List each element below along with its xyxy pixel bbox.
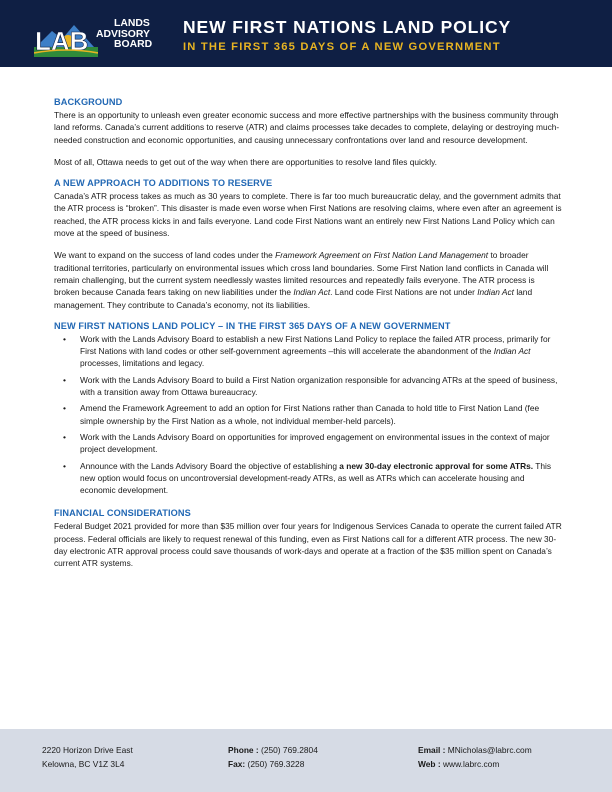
- list-item: • Announce with the Lands Advisory Board the objective of establishing a new 30-day electronic approval for some ATRs. This new option would focus on uncontroversial development-ready ATRs, as well as ATRs which can accelerate housing and economic development.: [63, 460, 552, 496]
- lands-advisory-board-logo: [34, 17, 184, 57]
- approach-paragraph-2: We want to expand on the success of land codes under the Framework Agreement on First Nation Land Management to broader traditional territories, particularly on environmental issues which cross land boundaries. Some First Nation land conflicts in Canada will remain challenging, but the current system needlessly wastes limited resources and repeatedly fails everyone. The ATR process is broken because Canada fears taking on new liabilities under the Indian Act. Land code First Nations are not under Indian Act land management. They contribute to Canada’s economy, not its liabilities.: [54, 250, 549, 310]
- policy-heading: NEW FIRST NATIONS LAND POLICY – IN THE FIRST 365 DAYS OF A NEW GOVERNMENT: [54, 320, 451, 331]
- bullet-icon: •: [63, 431, 66, 442]
- fax-label: Fax:: [228, 759, 246, 769]
- logo-line-3: BOARD: [114, 39, 153, 51]
- background-paragraph-2: Most of all, Ottawa needs to get out of the way when there are opportunities to resolve land files quickly.: [54, 156, 437, 167]
- email-link[interactable]: MNicholas@labrc.com: [445, 745, 532, 755]
- approach-heading: A NEW APPROACH TO ADDITIONS TO RESERVE: [54, 178, 273, 189]
- list-item: • Work with the Lands Advisory Board to build a First Nation organization responsible for advancing ATRs at the speed of business, with a transition away from Ottawa bureaucracy.: [63, 374, 558, 398]
- financial-paragraph: Federal Budget 2021 provided for more than $35 million over four years for Indigenous Services Canada to operate the current failed ATR process. Federal officials are likely to request renewal of this funding, even as First Nations call for a different ATR process. The new 30-day electronic ATR approval process could save thousands of work-days and operate at a fraction of the $35 million spent on Canada’s current ATR systems.: [54, 521, 562, 569]
- framework-agreement-title: Framework Agreement on First Nation Land Management: [275, 250, 489, 261]
- footer-contact: [418, 743, 532, 771]
- bullet-icon: •: [63, 403, 66, 414]
- bullet-icon: •: [63, 374, 66, 385]
- financial-heading: FINANCIAL CONSIDERATIONS: [54, 508, 191, 519]
- background-heading: BACKGROUND: [54, 97, 123, 107]
- list-item: • Amend the Framework Agreement to add an option for First Nations rather than Canada to hold title to First Nation Land (fee simple ownership by the First Nation as a whole, not individual member-held parcels).: [63, 403, 540, 426]
- page-header: [0, 0, 612, 67]
- email-label: Email :: [418, 745, 446, 755]
- logo-line-2: ADVISORY: [96, 28, 150, 40]
- page-subtitle: IN THE FIRST 365 DAYS OF A NEW GOVERNMENT: [183, 41, 501, 53]
- background-paragraph-1: There is an opportunity to unleash even greater economic success and more effective partnerships with the business community through land reforms. Canada’s current additions to reserve (ATR) and claims processes take decades to complete, delaying or destroying much-needed construction and economic opportunities, and causing unnecessary confrontations over land and resource development.: [54, 110, 560, 145]
- indian-act-ref-1: Indian Act: [293, 287, 331, 298]
- bullet-icon: •: [63, 333, 66, 344]
- indian-act-ref-2: Indian Act: [477, 287, 514, 298]
- address-line-2: Kelowna, BC V1Z 3L4: [42, 759, 125, 769]
- logo-line-1: LANDS: [114, 18, 150, 29]
- bullet-icon: •: [63, 460, 66, 471]
- svg-text:LAB: LAB: [35, 26, 89, 56]
- policy-bullet-list: [54, 333, 562, 497]
- phone-number[interactable]: (250) 769.2804: [258, 745, 318, 755]
- lab-logo-icon: [34, 17, 98, 57]
- list-item: • Work with the Lands Advisory Board on opportunities for improved engagement on environmental issues in the context of major project development.: [63, 431, 550, 455]
- page-footer: [0, 729, 612, 792]
- footer-address: [42, 743, 133, 771]
- approach-paragraph-1: Canada’s ATR process takes as much as 30 years to complete. There is far too much bureaucratic delay, and the government admits that the ATR process is “broken”. This disaster is made even worse when First Nations are resolving claims, where even after an agreement is reached, the ATR process kicks in and fails everyone. Land code First Nations want an entirely new First Nations Land Policy which can move at the speed of business.: [54, 191, 562, 239]
- website-link[interactable]: www.labrc.com: [440, 759, 500, 769]
- phone-label: Phone :: [228, 745, 259, 755]
- address-line-1: 2220 Horizon Drive East: [42, 745, 133, 755]
- footer-phone-fax: [228, 743, 318, 771]
- page-title: NEW FIRST NATIONS LAND POLICY: [183, 17, 512, 37]
- fax-number: (250) 769.3228: [245, 759, 305, 769]
- web-label: Web :: [418, 759, 441, 769]
- document-body: [54, 97, 562, 570]
- logo-wordmark: [96, 19, 186, 51]
- list-item: • Work with the Lands Advisory Board to establish a new First Nations Land Policy to replace the failed ATR process, primarily for First Nations with land codes or other self-government agreements –this will accelerate the abandonment of the Indian Act processes, limitations and legacy.: [63, 333, 551, 369]
